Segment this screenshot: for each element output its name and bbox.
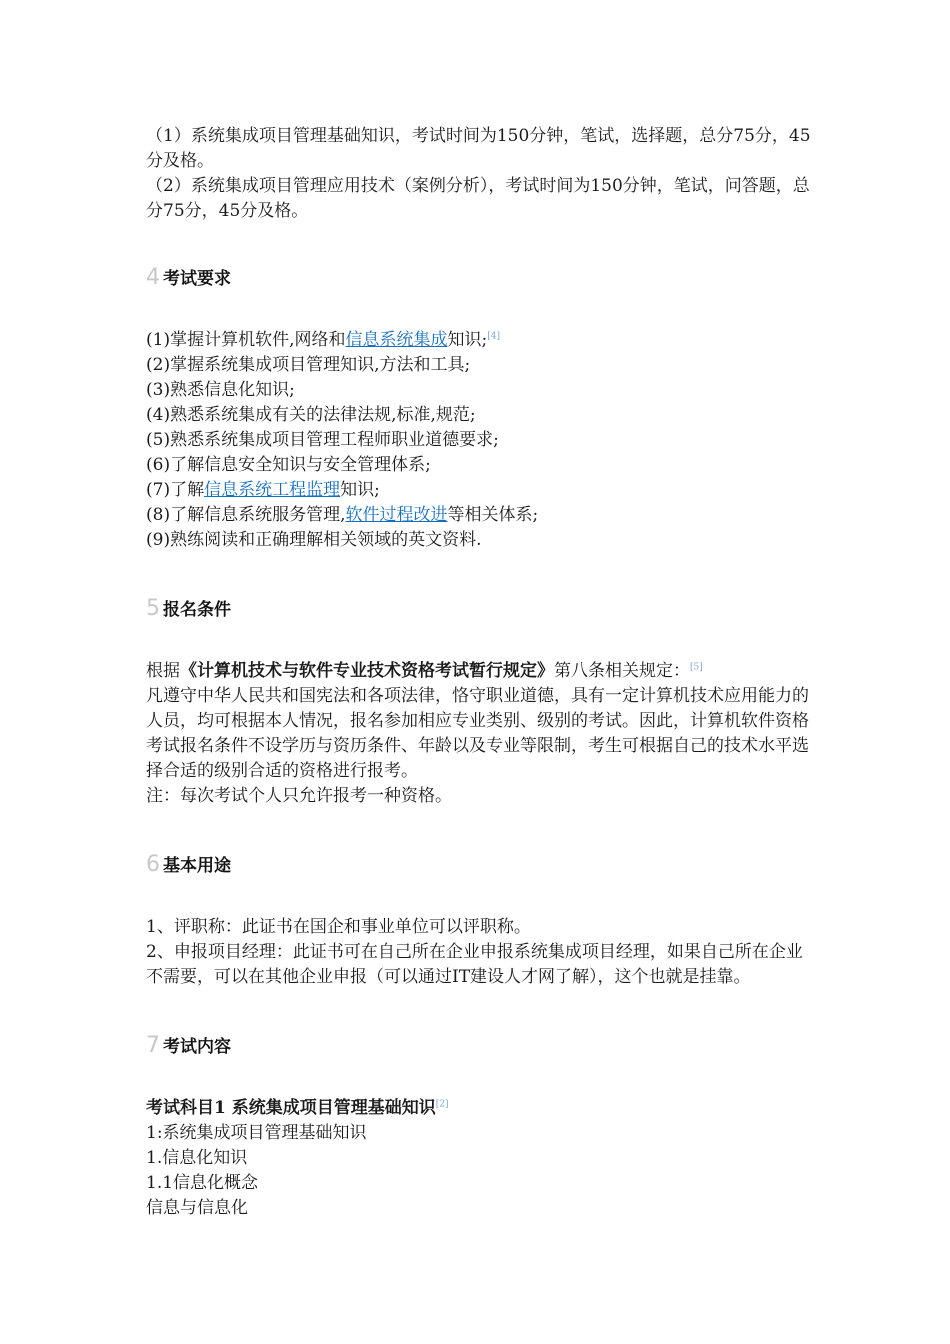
link-software-process-improvement[interactable]: 软件过程改进 xyxy=(345,505,448,525)
reference-link[interactable]: [4] xyxy=(487,331,500,342)
subject-title xyxy=(146,1096,811,1121)
paragraph-text: 根据 xyxy=(146,661,180,681)
subject-title-text: 考试科目1 系统集成项目管理基础知识 xyxy=(146,1098,436,1118)
content-line: 1:系统集成项目管理基础知识 xyxy=(146,1123,367,1143)
list-item xyxy=(146,328,811,353)
list-item: (3)熟悉信息化知识; xyxy=(146,380,295,400)
list-item: 2、申报项目经理：此证书可在自己所在企业申报系统集成项目经理，如果自己所在企业不需要，可以在其他企业申报（可以通过IT建设人才网了解），这个也就是挂靠。 xyxy=(146,942,803,987)
content-line: 信息与信息化 xyxy=(146,1198,248,1218)
list-item-text: (7)了解 xyxy=(146,480,205,500)
regulation-line xyxy=(146,659,811,684)
section-title: 考试内容 xyxy=(163,1037,231,1057)
paragraph: 凡遵守中华人民共和国宪法和各项法律，恪守职业道德，具有一定计算机技术应用能力的人员，均可根据本人情况，报名参加相应专业类别、级别的考试。因此，计算机软件资格考试报名条件不设学历与资历条件、年龄以及专业等限制，考生可根据自己的技术水平选择合适的级别合适的资格进行报考。 xyxy=(146,686,809,781)
reference-link[interactable]: [5] xyxy=(690,662,703,673)
section-heading xyxy=(146,595,811,623)
section-exam-requirements xyxy=(146,264,811,553)
list-item: (9)熟练阅读和正确理解相关领域的英文资料. xyxy=(146,530,482,550)
content-line: 1.信息化知识 xyxy=(146,1148,248,1168)
section-title: 考试要求 xyxy=(163,269,231,289)
reference-link[interactable]: [2] xyxy=(435,1099,449,1110)
section-basic-uses xyxy=(146,851,811,990)
note: 注：每次考试个人只允许报考一种资格。 xyxy=(146,786,452,806)
intro-line-2: （2）系统集成项目管理应用技术（案例分析），考试时间为150分钟，笔试，问答题，总分75分，45分及格。 xyxy=(146,176,810,221)
section-number: 6 xyxy=(146,852,160,877)
section-heading xyxy=(146,1032,811,1060)
list-item: (4)熟悉系统集成有关的法律法规,标准,规范; xyxy=(146,405,476,425)
section-registration-conditions xyxy=(146,595,811,809)
intro-section xyxy=(146,124,811,224)
list-item-text: 知识; xyxy=(447,330,488,350)
content-line: 1.1信息化概念 xyxy=(146,1173,259,1193)
document-body xyxy=(146,124,811,1263)
link-info-system-integration[interactable]: 信息系统集成 xyxy=(345,330,448,350)
intro-line-1: （1）系统集成项目管理基础知识，考试时间为150分钟，笔试，选择题，总分75分，45分及格。 xyxy=(146,126,811,171)
section-heading xyxy=(146,851,811,879)
list-item: (2)掌握系统集成项目管理知识,方法和工具; xyxy=(146,355,471,375)
section-number: 4 xyxy=(146,265,160,290)
list-item xyxy=(146,478,811,503)
list-item: (5)熟悉系统集成项目管理工程师职业道德要求; xyxy=(146,430,499,450)
list-item-text: 知识; xyxy=(340,480,380,500)
list-item-text: (1)掌握计算机软件,网络和 xyxy=(146,330,346,350)
section-title: 报名条件 xyxy=(163,600,231,620)
list-item xyxy=(146,503,811,528)
list-item-text: 等相关体系; xyxy=(447,505,539,525)
regulation-title: 《计算机技术与软件专业技术资格考试暂行规定》 xyxy=(180,661,554,681)
section-number: 5 xyxy=(146,596,160,621)
section-exam-content xyxy=(146,1032,811,1221)
list-item: (6)了解信息安全知识与安全管理体系; xyxy=(146,455,431,475)
list-item: 1、评职称：此证书在国企和事业单位可以评职称。 xyxy=(146,917,531,937)
link-info-system-supervision[interactable]: 信息系统工程监理 xyxy=(204,480,341,500)
section-title: 基本用途 xyxy=(163,856,231,876)
list-item-text: (8)了解信息系统服务管理, xyxy=(146,505,346,525)
section-heading xyxy=(146,264,811,292)
section-number: 7 xyxy=(146,1033,160,1058)
paragraph-text: 第八条相关规定： xyxy=(554,661,690,681)
